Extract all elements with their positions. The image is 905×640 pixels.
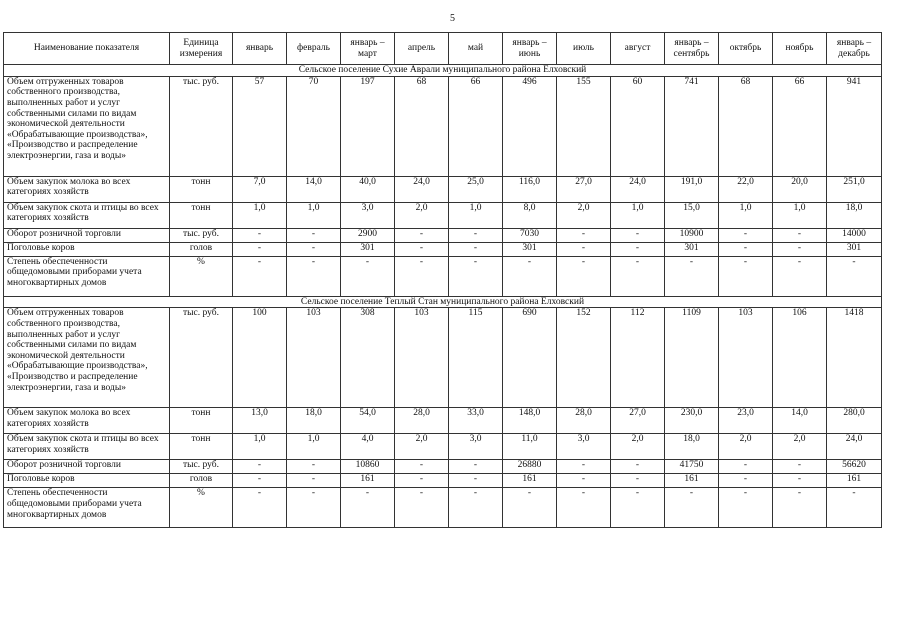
value-cell: 23,0 xyxy=(719,408,773,434)
value-cell: - xyxy=(233,256,287,296)
value-cell: - xyxy=(287,256,341,296)
value-cell: 3,0 xyxy=(449,434,503,460)
value-cell: 7030 xyxy=(503,228,557,242)
header-october: октябрь xyxy=(719,33,773,65)
indicator-name: Объем отгруженных товаров собственного производства, выполненных работ и услуг собственными силами по видам экономической деятельности «Обрабатывающие производства», «Производство и распределение электроэнергии, газа и воды» xyxy=(4,76,170,176)
value-cell: 60 xyxy=(611,76,665,176)
value-cell: 251,0 xyxy=(827,176,882,202)
value-cell: 66 xyxy=(773,76,827,176)
value-cell: - xyxy=(719,242,773,256)
table-row xyxy=(4,408,882,434)
value-cell: 15,0 xyxy=(665,202,719,228)
value-cell: - xyxy=(233,460,287,474)
value-cell: 2,0 xyxy=(557,202,611,228)
value-cell: - xyxy=(611,228,665,242)
value-cell: 13,0 xyxy=(233,408,287,434)
value-cell: - xyxy=(449,460,503,474)
value-cell: - xyxy=(233,228,287,242)
value-cell: - xyxy=(611,488,665,528)
table-row xyxy=(4,242,882,256)
unit-cell: % xyxy=(170,488,233,528)
value-cell: 148,0 xyxy=(503,408,557,434)
value-cell: 56620 xyxy=(827,460,882,474)
value-cell: - xyxy=(449,242,503,256)
value-cell: 496 xyxy=(503,76,557,176)
value-cell: - xyxy=(395,460,449,474)
value-cell: 1,0 xyxy=(287,434,341,460)
value-cell: 155 xyxy=(557,76,611,176)
value-cell: - xyxy=(395,474,449,488)
value-cell: - xyxy=(395,228,449,242)
value-cell: 4,0 xyxy=(341,434,395,460)
value-cell: - xyxy=(827,488,882,528)
value-cell: 18,0 xyxy=(665,434,719,460)
header-indicator: Наименование показателя xyxy=(4,33,170,65)
unit-cell: тыс. руб. xyxy=(170,76,233,176)
value-cell: - xyxy=(287,460,341,474)
section-title: Сельское поселение Теплый Стан муниципального района Елховский xyxy=(4,296,882,308)
value-cell: 106 xyxy=(773,308,827,408)
indicator-name: Оборот розничной торговли xyxy=(4,460,170,474)
value-cell: - xyxy=(773,460,827,474)
header-jan-mar: январь – март xyxy=(341,33,395,65)
value-cell: 197 xyxy=(341,76,395,176)
header-jan-sep: январь – сентябрь xyxy=(665,33,719,65)
value-cell: 2,0 xyxy=(395,434,449,460)
value-cell: 7,0 xyxy=(233,176,287,202)
value-cell: 68 xyxy=(719,76,773,176)
value-cell: - xyxy=(395,488,449,528)
value-cell: 741 xyxy=(665,76,719,176)
header-jan-dec: январь – декабрь xyxy=(827,33,882,65)
value-cell: - xyxy=(719,474,773,488)
value-cell: 66 xyxy=(449,76,503,176)
header-jan-jun: январь – июнь xyxy=(503,33,557,65)
indicator-name: Поголовье коров xyxy=(4,242,170,256)
value-cell: 161 xyxy=(665,474,719,488)
value-cell: 103 xyxy=(719,308,773,408)
value-cell: 24,0 xyxy=(827,434,882,460)
value-cell: 1,0 xyxy=(233,434,287,460)
statistics-table xyxy=(3,32,882,528)
value-cell: 27,0 xyxy=(557,176,611,202)
unit-cell: тыс. руб. xyxy=(170,308,233,408)
value-cell: - xyxy=(233,474,287,488)
unit-cell: % xyxy=(170,256,233,296)
value-cell: 301 xyxy=(503,242,557,256)
unit-cell: тыс. руб. xyxy=(170,460,233,474)
table-row xyxy=(4,474,882,488)
unit-cell: тонн xyxy=(170,176,233,202)
value-cell: - xyxy=(611,256,665,296)
section-title: Сельское поселение Сухие Аврали муниципального района Елховский xyxy=(4,65,882,77)
value-cell: 24,0 xyxy=(611,176,665,202)
value-cell: 18,0 xyxy=(827,202,882,228)
value-cell: 10900 xyxy=(665,228,719,242)
header-row xyxy=(4,33,882,65)
value-cell: - xyxy=(449,256,503,296)
table-row xyxy=(4,176,882,202)
indicator-name: Объем отгруженных товаров собственного производства, выполненных работ и услуг собственными силами по видам экономической деятельности «Обрабатывающие производства», «Производство и распределение электроэнергии, газа и воды» xyxy=(4,308,170,408)
value-cell: - xyxy=(773,256,827,296)
unit-cell: тыс. руб. xyxy=(170,228,233,242)
value-cell: - xyxy=(449,488,503,528)
value-cell: 161 xyxy=(827,474,882,488)
value-cell: - xyxy=(719,256,773,296)
value-cell: 2,0 xyxy=(611,434,665,460)
value-cell: - xyxy=(665,256,719,296)
value-cell: 1109 xyxy=(665,308,719,408)
table-row xyxy=(4,202,882,228)
value-cell: 301 xyxy=(341,242,395,256)
indicator-name: Объем закупок молока во всех категориях хозяйств xyxy=(4,176,170,202)
value-cell: - xyxy=(719,228,773,242)
header-july: июль xyxy=(557,33,611,65)
header-february: февраль xyxy=(287,33,341,65)
value-cell: - xyxy=(557,256,611,296)
page-number: 5 xyxy=(450,13,455,24)
value-cell: 308 xyxy=(341,308,395,408)
value-cell: - xyxy=(449,228,503,242)
value-cell: 103 xyxy=(395,308,449,408)
value-cell: 26880 xyxy=(503,460,557,474)
table-row xyxy=(4,434,882,460)
value-cell: - xyxy=(287,242,341,256)
value-cell: - xyxy=(665,488,719,528)
value-cell: 2,0 xyxy=(395,202,449,228)
value-cell: - xyxy=(773,474,827,488)
value-cell: - xyxy=(773,228,827,242)
value-cell: 40,0 xyxy=(341,176,395,202)
value-cell: - xyxy=(611,460,665,474)
header-november: ноябрь xyxy=(773,33,827,65)
value-cell: - xyxy=(827,256,882,296)
value-cell: 2900 xyxy=(341,228,395,242)
indicator-name: Оборот розничной торговли xyxy=(4,228,170,242)
value-cell: 152 xyxy=(557,308,611,408)
value-cell: 3,0 xyxy=(557,434,611,460)
value-cell: - xyxy=(287,488,341,528)
table-row xyxy=(4,76,882,176)
value-cell: 1,0 xyxy=(287,202,341,228)
value-cell: - xyxy=(341,488,395,528)
header-january: январь xyxy=(233,33,287,65)
value-cell: - xyxy=(719,488,773,528)
unit-cell: тонн xyxy=(170,434,233,460)
value-cell: 14,0 xyxy=(773,408,827,434)
value-cell: 57 xyxy=(233,76,287,176)
unit-cell: тонн xyxy=(170,408,233,434)
value-cell: 2,0 xyxy=(773,434,827,460)
value-cell: 941 xyxy=(827,76,882,176)
value-cell: 1,0 xyxy=(719,202,773,228)
value-cell: 116,0 xyxy=(503,176,557,202)
value-cell: 24,0 xyxy=(395,176,449,202)
indicator-name: Поголовье коров xyxy=(4,474,170,488)
value-cell: - xyxy=(719,460,773,474)
header-may: май xyxy=(449,33,503,65)
value-cell: - xyxy=(503,488,557,528)
table-body xyxy=(4,65,882,528)
value-cell: 11,0 xyxy=(503,434,557,460)
value-cell: 3,0 xyxy=(341,202,395,228)
value-cell: 8,0 xyxy=(503,202,557,228)
value-cell: 1,0 xyxy=(233,202,287,228)
value-cell: - xyxy=(341,256,395,296)
value-cell: - xyxy=(557,460,611,474)
value-cell: 161 xyxy=(503,474,557,488)
value-cell: 1,0 xyxy=(449,202,503,228)
header-unit: Единица измерения xyxy=(170,33,233,65)
value-cell: - xyxy=(557,228,611,242)
value-cell: - xyxy=(557,242,611,256)
value-cell: 18,0 xyxy=(287,408,341,434)
value-cell: 33,0 xyxy=(449,408,503,434)
indicator-name: Степень обеспеченности общедомовыми приборами учета многоквартирных домов xyxy=(4,256,170,296)
value-cell: - xyxy=(233,488,287,528)
value-cell: 14000 xyxy=(827,228,882,242)
value-cell: 28,0 xyxy=(557,408,611,434)
value-cell: 68 xyxy=(395,76,449,176)
value-cell: 20,0 xyxy=(773,176,827,202)
value-cell: - xyxy=(557,474,611,488)
table-row xyxy=(4,488,882,528)
section-row xyxy=(4,65,882,77)
value-cell: 10860 xyxy=(341,460,395,474)
value-cell: - xyxy=(611,474,665,488)
value-cell: 100 xyxy=(233,308,287,408)
value-cell: 301 xyxy=(827,242,882,256)
value-cell: 1418 xyxy=(827,308,882,408)
value-cell: 301 xyxy=(665,242,719,256)
value-cell: 28,0 xyxy=(395,408,449,434)
indicator-name: Объем закупок молока во всех категориях хозяйств xyxy=(4,408,170,434)
value-cell: 54,0 xyxy=(341,408,395,434)
unit-cell: тонн xyxy=(170,202,233,228)
table-row xyxy=(4,256,882,296)
header-august: август xyxy=(611,33,665,65)
indicator-name: Объем закупок скота и птицы во всех категориях хозяйств xyxy=(4,434,170,460)
table-row xyxy=(4,460,882,474)
value-cell: - xyxy=(773,488,827,528)
value-cell: 1,0 xyxy=(773,202,827,228)
value-cell: 112 xyxy=(611,308,665,408)
value-cell: - xyxy=(287,474,341,488)
value-cell: 41750 xyxy=(665,460,719,474)
value-cell: 22,0 xyxy=(719,176,773,202)
indicator-name: Объем закупок скота и птицы во всех категориях хозяйств xyxy=(4,202,170,228)
value-cell: - xyxy=(773,242,827,256)
value-cell: 27,0 xyxy=(611,408,665,434)
value-cell: 70 xyxy=(287,76,341,176)
value-cell: - xyxy=(611,242,665,256)
value-cell: 115 xyxy=(449,308,503,408)
section-row xyxy=(4,296,882,308)
table-row xyxy=(4,308,882,408)
value-cell: 690 xyxy=(503,308,557,408)
value-cell: - xyxy=(233,242,287,256)
unit-cell: голов xyxy=(170,242,233,256)
value-cell: - xyxy=(395,242,449,256)
value-cell: - xyxy=(503,256,557,296)
value-cell: 103 xyxy=(287,308,341,408)
value-cell: 280,0 xyxy=(827,408,882,434)
value-cell: 191,0 xyxy=(665,176,719,202)
value-cell: 14,0 xyxy=(287,176,341,202)
value-cell: - xyxy=(449,474,503,488)
value-cell: 161 xyxy=(341,474,395,488)
value-cell: - xyxy=(557,488,611,528)
indicator-name: Степень обеспеченности общедомовыми приборами учета многоквартирных домов xyxy=(4,488,170,528)
value-cell: - xyxy=(287,228,341,242)
value-cell: 2,0 xyxy=(719,434,773,460)
unit-cell: голов xyxy=(170,474,233,488)
value-cell: 230,0 xyxy=(665,408,719,434)
table-row xyxy=(4,228,882,242)
value-cell: 25,0 xyxy=(449,176,503,202)
value-cell: 1,0 xyxy=(611,202,665,228)
value-cell: - xyxy=(395,256,449,296)
header-april: апрель xyxy=(395,33,449,65)
